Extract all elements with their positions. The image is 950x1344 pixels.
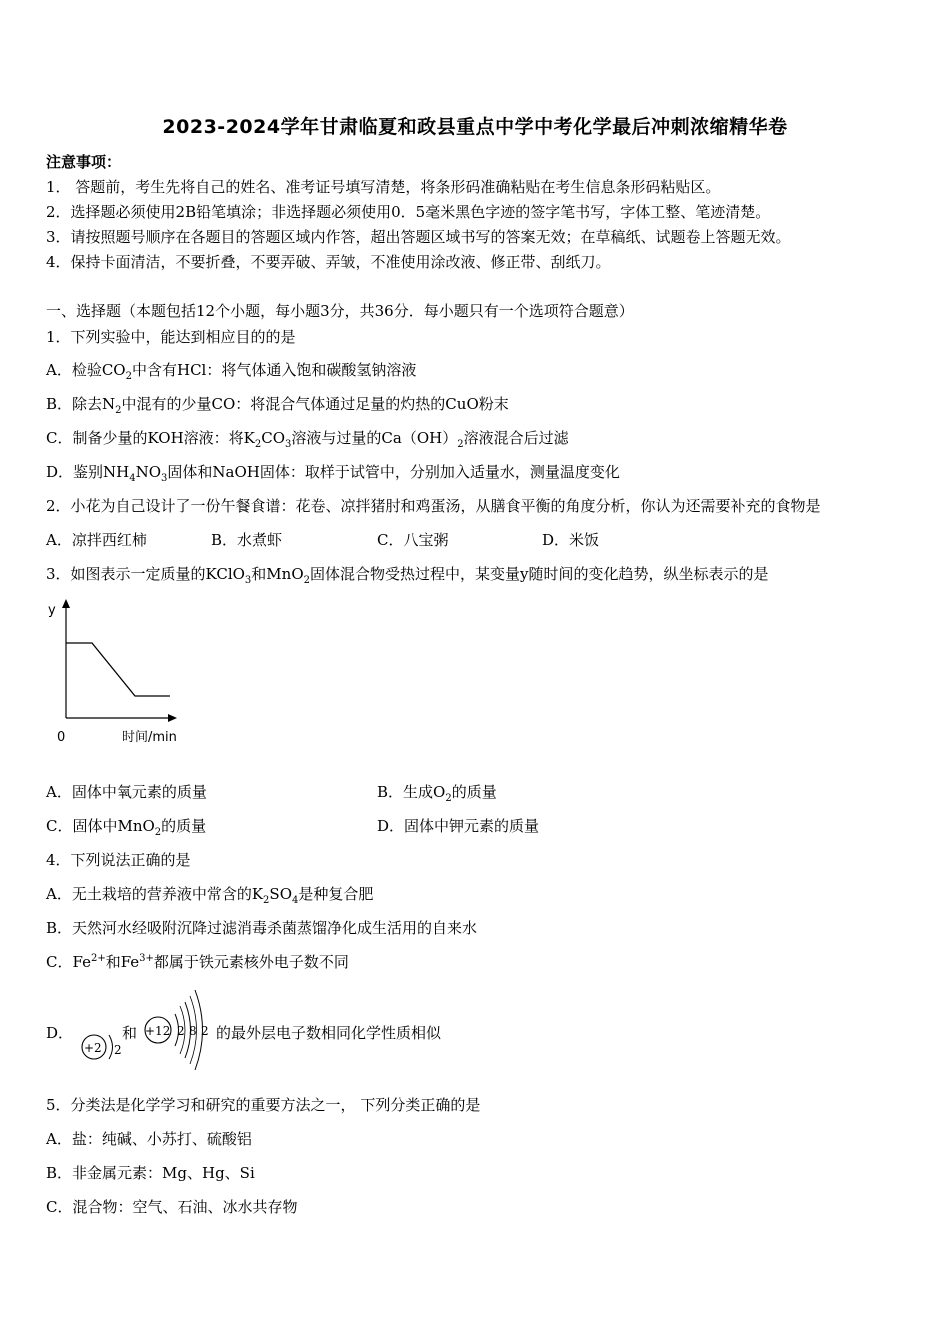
atom-diagram-he (76, 1026, 126, 1068)
q2-stem: 2．小花为自己设计了一份午餐食谱：花卷、凉拌猪肘和鸡蛋汤，从膳食平衡的角度分析，你认为还需要补充的食物是 (46, 497, 821, 515)
q5-option-a: A．盐：纯碱、小苏打、硫酸铝 (46, 1130, 252, 1148)
q5-option-c: C．混合物：空气、石油、冰水共存物 (46, 1198, 298, 1216)
q3-stem: 3．如图表示一定质量的KClO$_3$和MnO$_2$固体混合物受热过程中，某变量y随时间的变化趋势，纵坐标表示的是 (46, 565, 769, 586)
q3-option-d: D．固体中钾元素的质量 (377, 817, 540, 835)
q4-option-d-text: 的最外层电子数相同化学性质相似 (216, 1024, 442, 1042)
y-axis-arrow (62, 599, 70, 608)
notice-item-3: 3．请按照题号顺序在各题目的答题区域内作答，超出答题区域书写的答案无效；在草稿纸、试题卷上答题无效。 (46, 228, 791, 246)
q4-option-c: C．$Fe^{2+}$和$Fe^{3+}$都属于铁元素核外电子数不同 (46, 953, 349, 971)
q3-graph (40, 598, 200, 748)
q2-option-c: C．八宝粥 (377, 531, 449, 549)
q1-stem: 1．下列实验中，能达到相应目的的是 (46, 328, 296, 346)
q2-option-d: D．米饭 (542, 531, 600, 549)
q5-option-b: B．非金属元素：Mg、Hg、Si (46, 1164, 255, 1182)
q5-stem: 5．分类法是化学学习和研究的重要方法之一， 下列分类正确的是 (46, 1096, 481, 1114)
q4-stem: 4．下列说法正确的是 (46, 851, 191, 869)
q4-option-d-label: D． (46, 1024, 74, 1042)
x-axis-arrow (168, 714, 177, 722)
atom-mg-nucleus: +12 (145, 1024, 171, 1038)
q1-option-d: D．鉴别$NH_4NO_3$固体和NaOH固体：取样于试管中，分别加入适量水，测量温度变化 (46, 463, 620, 484)
q3-option-b: B．生成$O_2$的质量 (377, 783, 497, 804)
origin-label: 0 (57, 730, 66, 745)
q1-option-a: A．检验$CO_2$中含有HCl：将气体通入饱和碳酸氢钠溶液 (46, 361, 417, 382)
q4-option-b: B．天然河水经吸附沉降过滤消毒杀菌蒸馏净化成生活用的自来水 (46, 919, 478, 937)
section-heading: 一、选择题（本题包括12个小题，每小题3分，共36分．每小题只有一个选项符合题意） (46, 302, 634, 320)
q4-and: 和 (122, 1024, 138, 1042)
x-axis-label: 时间/min (122, 730, 177, 745)
notice-heading: 注意事项： (46, 153, 122, 171)
q3-option-a: A．固体中氧元素的质量 (46, 783, 207, 801)
atom-he-shell-1: 2 (114, 1043, 122, 1057)
y-axis-label: y (48, 603, 56, 618)
q4-option-a: A．无土栽培的营养液中常含的$K_2SO_4$是种复合肥 (46, 885, 374, 906)
q2-option-b: B．水煮虾 (211, 531, 283, 549)
notice-item-4: 4．保持卡面清洁，不要折叠，不要弄破、弄皱，不准使用涂改液、修正带、刮纸刀。 (46, 253, 611, 271)
notice-item-1: 1． 答题前，考生先将自己的姓名、准考证号填写清楚，将条形码准确粘贴在考生信息条形码粘贴区。 (46, 178, 721, 196)
q1-option-b: B．除去$N_2$中混有的少量CO：将混合气体通过足量的灼热的CuO粉末 (46, 395, 509, 416)
atom-he-nucleus: +2 (84, 1041, 102, 1055)
atom-mg-shell-2: 8 (189, 1024, 197, 1038)
page-title: 2023-2024学年甘肃临夏和政县重点中学中考化学最后冲刺浓缩精华卷 (162, 116, 788, 138)
atom-diagram-mg (140, 982, 220, 1072)
atom-mg-shell-3: 2 (201, 1024, 209, 1038)
notice-item-2: 2．选择题必须使用2B铅笔填涂；非选择题必须使用0．5毫米黑色字迹的签字笔书写，字体工整、笔迹清楚。 (46, 203, 771, 221)
q3-option-c: C．固体中MnO$_2$的质量 (46, 817, 207, 838)
atom-mg-shell-1: 2 (177, 1024, 185, 1038)
trend-line (66, 643, 170, 696)
q2-option-a: A．凉拌西红柿 (46, 531, 147, 549)
q1-option-c: C．制备少量的KOH溶液：将$K_2CO_3$溶液与过量的$Ca(OH)_2$溶液混合后过滤 (46, 429, 569, 450)
